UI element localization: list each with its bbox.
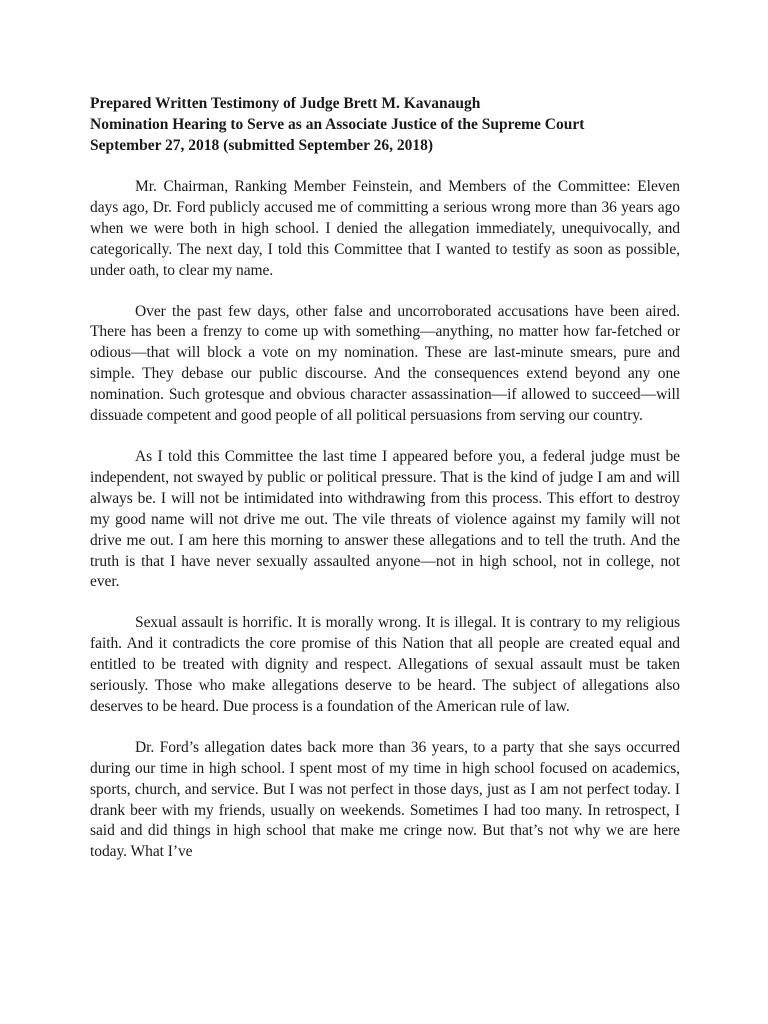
heading-title: Prepared Written Testimony of Judge Brett M. Kavanaugh bbox=[90, 95, 481, 112]
paragraph-3: As I told this Committee the last time I appeared before you, a federal judge must be independent, not swayed by public or political pressure. That is the kind of judge I am and will always be. I will not be intimidated into withdrawing from this process. This effort to destroy my good name will not drive me out. The vile threats of violence against my family will not drive me out. I am here this morning to answer these allegations and to tell the truth. And the truth is that I have never sexually assaulted anyone—not in high school, not in college, not ever. bbox=[90, 447, 680, 591]
paragraph-1: Mr. Chairman, Ranking Member Feinstein, and Members of the Committee: Eleven days ago, Dr. Ford publicly accused me of committing a serious wrong more than 36 years ago when we were both in high school. I denied the allegation immediately, unequivocally, and categorically. The next day, I told this Committee that I wanted to testify as soon as possible, under oath, to clear my name. bbox=[90, 178, 680, 279]
document-heading bbox=[90, 93, 680, 156]
heading-subtitle: Nomination Hearing to Serve as an Associate Justice of the Supreme Court bbox=[90, 116, 585, 133]
document-page bbox=[90, 93, 680, 883]
paragraph-5: Dr. Ford’s allegation dates back more than 36 years, to a party that she says occurred during our time in high school. I spent most of my time in high school focused on academics, sports, church, and service. But I was not perfect in those days, just as I am not perfect today. I drank beer with my friends, usually on weekends. Sometimes I had too many. In retrospect, I said and did things in high school that make me cringe now. But that’s not why we are here today. What I’ve bbox=[90, 738, 680, 861]
paragraph-4: Sexual assault is horrific. It is morally wrong. It is illegal. It is contrary to my religious faith. And it contradicts the core promise of this Nation that all people are created equal and entitled to be treated with dignity and respect. Allegations of sexual assault must be taken seriously. Those who make allegations deserve to be heard. The subject of allegations also deserves to be heard. Due process is a foundation of the American rule of law. bbox=[90, 614, 680, 715]
paragraph-2: Over the past few days, other false and uncorroborated accusations have been aired. There has been a frenzy to come up with something—anything, no matter how far-fetched or odious—that will block a vote on my nomination. These are last-minute smears, pure and simple. They debase our public discourse. And the consequences extend beyond any one nomination. Such grotesque and obvious character assassination—if allowed to succeed—will dissuade competent and good people of all political persuasions from serving our country. bbox=[90, 302, 680, 425]
heading-date: September 27, 2018 (submitted September 26, 2018) bbox=[90, 137, 433, 154]
